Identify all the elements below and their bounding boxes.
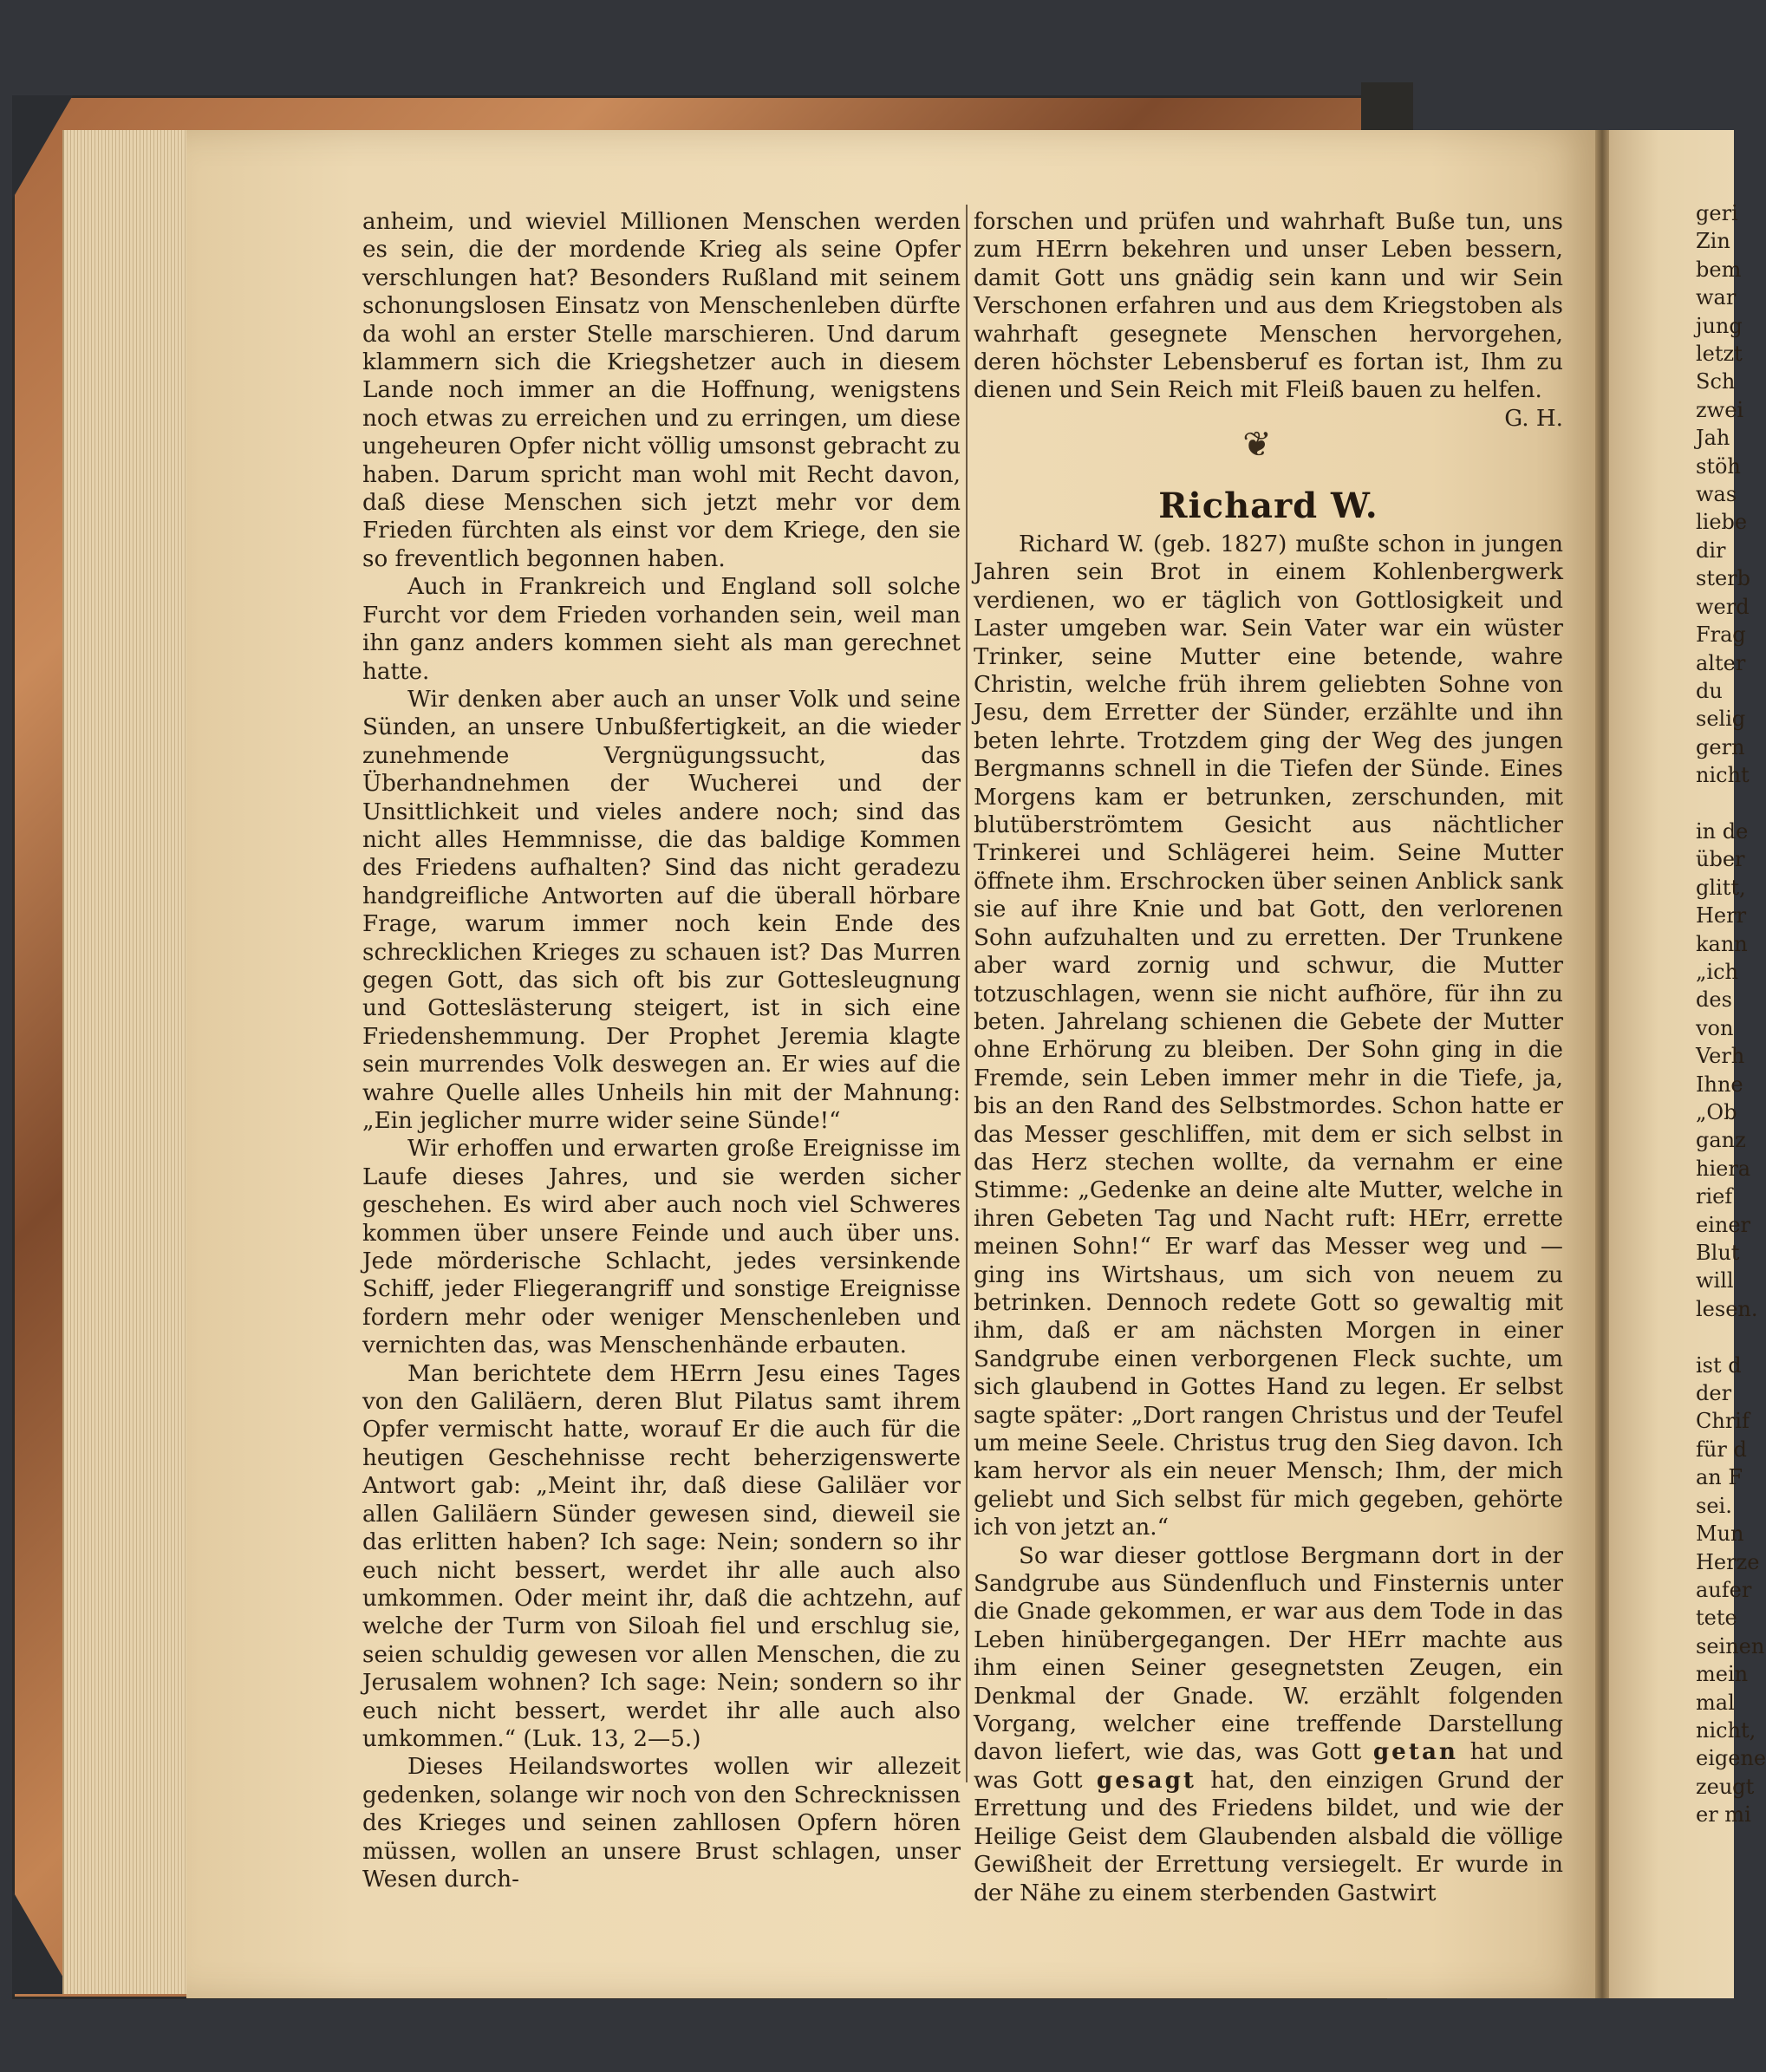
facing-page-line: Chrif xyxy=(1696,1409,1750,1434)
paragraph: Dieses Heilandswortes wollen wir allezeit gedenken, solange wir noch von den Schrecknissen des Krieges und seinen zahllosen Opfern hören müssen, wollen an unsere Brust schlagen, unser Wesen durch- xyxy=(362,1754,961,1893)
left-text-column xyxy=(362,208,961,1893)
facing-page-line: gern xyxy=(1696,734,1745,759)
facing-page-line: liebe xyxy=(1696,510,1748,535)
author-signature: G. H. xyxy=(1504,405,1563,432)
facing-page-line: Zin xyxy=(1696,229,1730,254)
paragraph-text: forschen und prüfen und wahrhaft Buße tun, uns zum HErrn bekehren und unser Leben bessern, damit Gott uns gnädig sein kann und wir Sein Verschonen erfahren und aus dem Kriegstoben als wahrhaft gesegnete Menschen hervorgehen, deren höchster Lebensberuf es fortan ist, Ihm zu dienen und Sein Reich mit Fleiß bauen zu helfen. xyxy=(974,209,1563,404)
facing-page-line: selig xyxy=(1696,707,1746,732)
facing-page-line: nicht, xyxy=(1696,1717,1756,1743)
facing-page-line: dir xyxy=(1696,538,1726,563)
facing-page-line: zeugt xyxy=(1696,1774,1755,1799)
paragraph: Auch in Frankreich und England soll solche Furcht vor dem Frieden vorhanden sein, weil man ihn ganz anders kommen sieht als man gerechnet hatte. xyxy=(362,574,961,685)
facing-page-line: letzt xyxy=(1696,342,1743,367)
emphasis-word: getan xyxy=(1372,1738,1458,1766)
facing-page-line xyxy=(1696,790,1748,818)
facing-page-line: von xyxy=(1696,1015,1734,1040)
page-gutter xyxy=(1595,130,1609,1998)
paragraph: Wir erhoffen und erwarten große Ereignisse im Laufe dieses Jahres, und sie werden sicher geschehen. Es wird aber auch noch viel Schweres kommen über unsere Feinde und auch über uns. Jede mörderische Schlacht, jedes versinkende Schiff, jeder Fliegerangriff und sonstige Ereignisse fordern mehr oder weniger Menschenleben und vernichten das, was Menschenhände erbauten. xyxy=(362,1136,961,1359)
facing-page-line: aufer xyxy=(1696,1577,1752,1602)
facing-page-line: Verh xyxy=(1696,1044,1745,1069)
facing-page-line: nicht xyxy=(1696,763,1750,788)
facing-page-line: alter xyxy=(1696,650,1746,675)
emphasis-word: gesagt xyxy=(1096,1766,1197,1794)
facing-page-line: sei. xyxy=(1696,1493,1732,1518)
facing-page-line: mal xyxy=(1696,1690,1735,1715)
facing-page-line: Mun xyxy=(1696,1521,1744,1547)
paragraph: Wir denken aber auch an unser Volk und seine Sünden, an unsere Unbußfertigkeit, an die wieder zunehmende Vergnügungssucht, das Überhandnehmen der Wucherei und der Unsittlichkeit und vieles andere noch; sind das nicht alles Hemmnisse, die das baldige Kommen des Friedens aufhalten? Sind das nicht geradezu handgreifliche Antworten auf die überall hörbare Frage, warum immer noch kein Ende des schrecklichen Krieges zu schauen ist? Das Murren gegen Gott, das sich oft bis zur Gottesleugnung und Gotteslästerung steigert, ist in sich eine Friedenshemmung. Der Prophet Jeremia klagte sein murrendes Volk deswegen an. Er wies auf die wahre Quelle alles Unheils hin mit der Mahnung: „Ein jeglicher murre wider seine Sünde!“ xyxy=(362,686,961,1134)
facing-page-line: einer xyxy=(1696,1212,1751,1237)
facing-page-line: du xyxy=(1696,678,1723,703)
facing-page-line: was xyxy=(1696,482,1737,507)
facing-page-line: hiera xyxy=(1696,1156,1751,1181)
facing-page-line: werd xyxy=(1696,594,1750,619)
facing-page-line: ganz xyxy=(1696,1128,1746,1153)
paragraph: anheim, und wieviel Millionen Menschen werden es sein, die der mordende Krieg als seine Opfer verschlungen hat? Besonders Rußland mit seinem schonungslosen Einsatz von Menschenleben dürfte da wohl an erster Stelle marschieren. Und darum klammern sich die Kriegshetzer auch in diesem Lande noch immer an die Hoffnung, wenigstens noch etwas zu erreichen und zu erringen, um diese ungeheuren Opfer nicht völlig umsonst gebracht zu haben. Darum spricht man wohl mit Recht davon, daß diese Menschen sich jetzt mehr vor dem Frieden fürchten als einst vor dem Kriege, den sie so freventlich begonnen haben. xyxy=(362,209,961,572)
facing-page-line: will xyxy=(1696,1268,1734,1293)
facing-page-line: über xyxy=(1696,847,1745,872)
facing-page-line: für d xyxy=(1696,1437,1747,1462)
paragraph xyxy=(974,1542,1563,1907)
facing-page-line: rief xyxy=(1696,1184,1733,1209)
page-edges xyxy=(62,130,201,1994)
facing-page-line: glitt, xyxy=(1696,875,1746,900)
paragraph-text: hat und was Gott xyxy=(974,1739,1563,1794)
ornament-divider: ❦ xyxy=(1242,425,1272,465)
facing-page-line: er mi xyxy=(1696,1802,1751,1828)
right-column-body xyxy=(974,531,1563,1907)
paragraph xyxy=(974,208,1563,432)
facing-page-line: Sch xyxy=(1696,369,1736,394)
facing-page-line: bem xyxy=(1696,257,1742,282)
facing-page-line: der xyxy=(1696,1381,1732,1406)
facing-page-line: geri xyxy=(1696,201,1738,225)
facing-page-line: „ich xyxy=(1696,959,1739,984)
facing-page-line: „Ob xyxy=(1696,1100,1737,1124)
facing-page-line: ist d xyxy=(1696,1352,1742,1378)
facing-page-line: Herr xyxy=(1696,903,1747,928)
facing-page-line: Frag xyxy=(1696,622,1746,648)
facing-page-line: mein xyxy=(1696,1662,1749,1687)
facing-page-line: stöh xyxy=(1696,453,1741,479)
facing-page-line: kann xyxy=(1696,931,1748,956)
facing-page-line: des xyxy=(1696,987,1732,1013)
facing-page-line: seinen xyxy=(1696,1633,1765,1658)
facing-page-line: Ihne xyxy=(1696,1072,1743,1097)
paragraph: Man berichtete dem HErrn Jesu eines Tages von den Galiläern, deren Blut Pilatus samt ihrem Opfer vermischt hatte, worauf Er die auch für die heutigen Geschehnisse recht beherzigenswerte Antwort gab: „Meint ihr, daß diese Galiläer vor allen Galiläern Sünder gewesen sind, dieweil sie das erlitten haben? Ich sage: Nein; sondern so ihr euch nicht bessert, werdet ihr alle auch also umkommen. Oder meint ihr, daß die achtzehn, auf welche der Turm von Siloah fiel und erschlug sie, seien schuldig gewesen vor allen Menschen, die zu Jerusalem wohnen? Ich sage: Nein; sondern so ihr euch nicht bessert, werdet ihr alle auch also umkommen.“ (Luk. 13, 2—5.) xyxy=(362,1360,961,1752)
facing-page-line: Jah xyxy=(1696,426,1730,451)
column-divider xyxy=(966,205,968,1782)
facing-page-line: in de xyxy=(1696,818,1749,844)
facing-page-text-fragments xyxy=(1696,199,1766,1829)
right-column-top xyxy=(974,208,1563,433)
facing-page-line: sterb xyxy=(1696,566,1750,591)
article-title: Richard W. xyxy=(1158,485,1378,526)
facing-page-line: tete xyxy=(1696,1606,1737,1631)
facing-page-line xyxy=(1696,1323,1748,1351)
facing-page-line: an F xyxy=(1696,1465,1743,1490)
facing-page-line: war xyxy=(1696,285,1737,310)
facing-page-line: zwei xyxy=(1696,397,1744,422)
paragraph-text: hat, den einzigen Grund der Errettung und des Friedens bildet, und wie der Heilige Geist dem Glaubenden alsbald die völlige Gewißheit der Errettung versiegelt. Er wurde in der Nähe zu einem sterbenden Gastwirt xyxy=(974,1767,1563,1906)
facing-page-line: jung xyxy=(1696,313,1743,338)
facing-page-line: eigene xyxy=(1696,1746,1766,1771)
facing-page-line: lesen. xyxy=(1696,1296,1758,1321)
facing-page-line: Herze xyxy=(1696,1549,1760,1574)
paragraph-text: So war dieser gottlose Bergmann dort in der Sandgrube aus Sündenfluch und Finsternis unter die Gnade gekommen, er war aus dem Tode in das Leben hinübergegangen. Der HErr machte aus ihm einen Seiner gesegnetsten Zeugen, ein Denkmal der Gnade. W. erzählt folgenden Vorgang, welcher eine treffende Darstellung davon liefert, wie das, was Gott xyxy=(974,1542,1563,1766)
paragraph: Richard W. (geb. 1827) mußte schon in jungen Jahren sein Brot in einem Kohlenbergwerk verdienen, wo er täglich von Gottlosigkeit und Laster umgeben war. Sein Vater war ein wüster Trinker, seine Mutter eine betende, wahre Christin, welche früh ihrem geliebten Sohne von Jesu, dem Erretter der Sünder, erzählte und ihn beten lehrte. Trotzdem ging der Weg des jungen Bergmanns schnell in die Tiefen der Sünde. Eines Morgens kam er betrunken, zerschunden, mit blutüberströmtem Gesicht aus nächtlicher Trinkerei und Schlägerei heim. Seine Mutter öffnete ihm. Erschrocken über seinen Anblick sank sie auf ihre Knie und bat Gott, den verlorenen Sohn aufzuhalten und zu erretten. Der Trunkene aber ward zornig und schwur, die Mutter totzuschlagen, wenn sie nicht aufhöre, für ihn zu beten. Jahrelang schienen die Gebete der Mutter ohne Erhörung zu bleiben. Der Sohn ging in die Fremde, sein Leben immer mehr in die Tiefe, ja, bis an den Rand des Selbstmordes. Schon hatte er das Messer geschliffen, mit dem er sich selbst in das Herz stechen wollte, da vernahm er eine Stimme: „Gedenke an deine alte Mutter, welche in ihren Gebeten Tag und Nacht ruft: HErr, errette meinen Sohn!“ Er warf das Messer weg und — ging ins Wirtshaus, um sich von neuem zu betrinken. Dennoch redete Gott so gewaltig mit ihm, daß er am nächsten Morgen in einer Sandgrube einen verborgenen Fleck suchte, um sich glaubend in Gottes Hand zu legen. Er selbst sagte später: „Dort rangen Christus und der Teufel um meine Seele. Christus trug den Sieg davon. Ich kam hervor als ein neuer Mensch; Ihm, der mich geliebt und Sich selbst für mich gegeben, gehörte ich von jetzt an.“ xyxy=(974,531,1563,1541)
facing-page-line: Blut xyxy=(1696,1241,1740,1266)
